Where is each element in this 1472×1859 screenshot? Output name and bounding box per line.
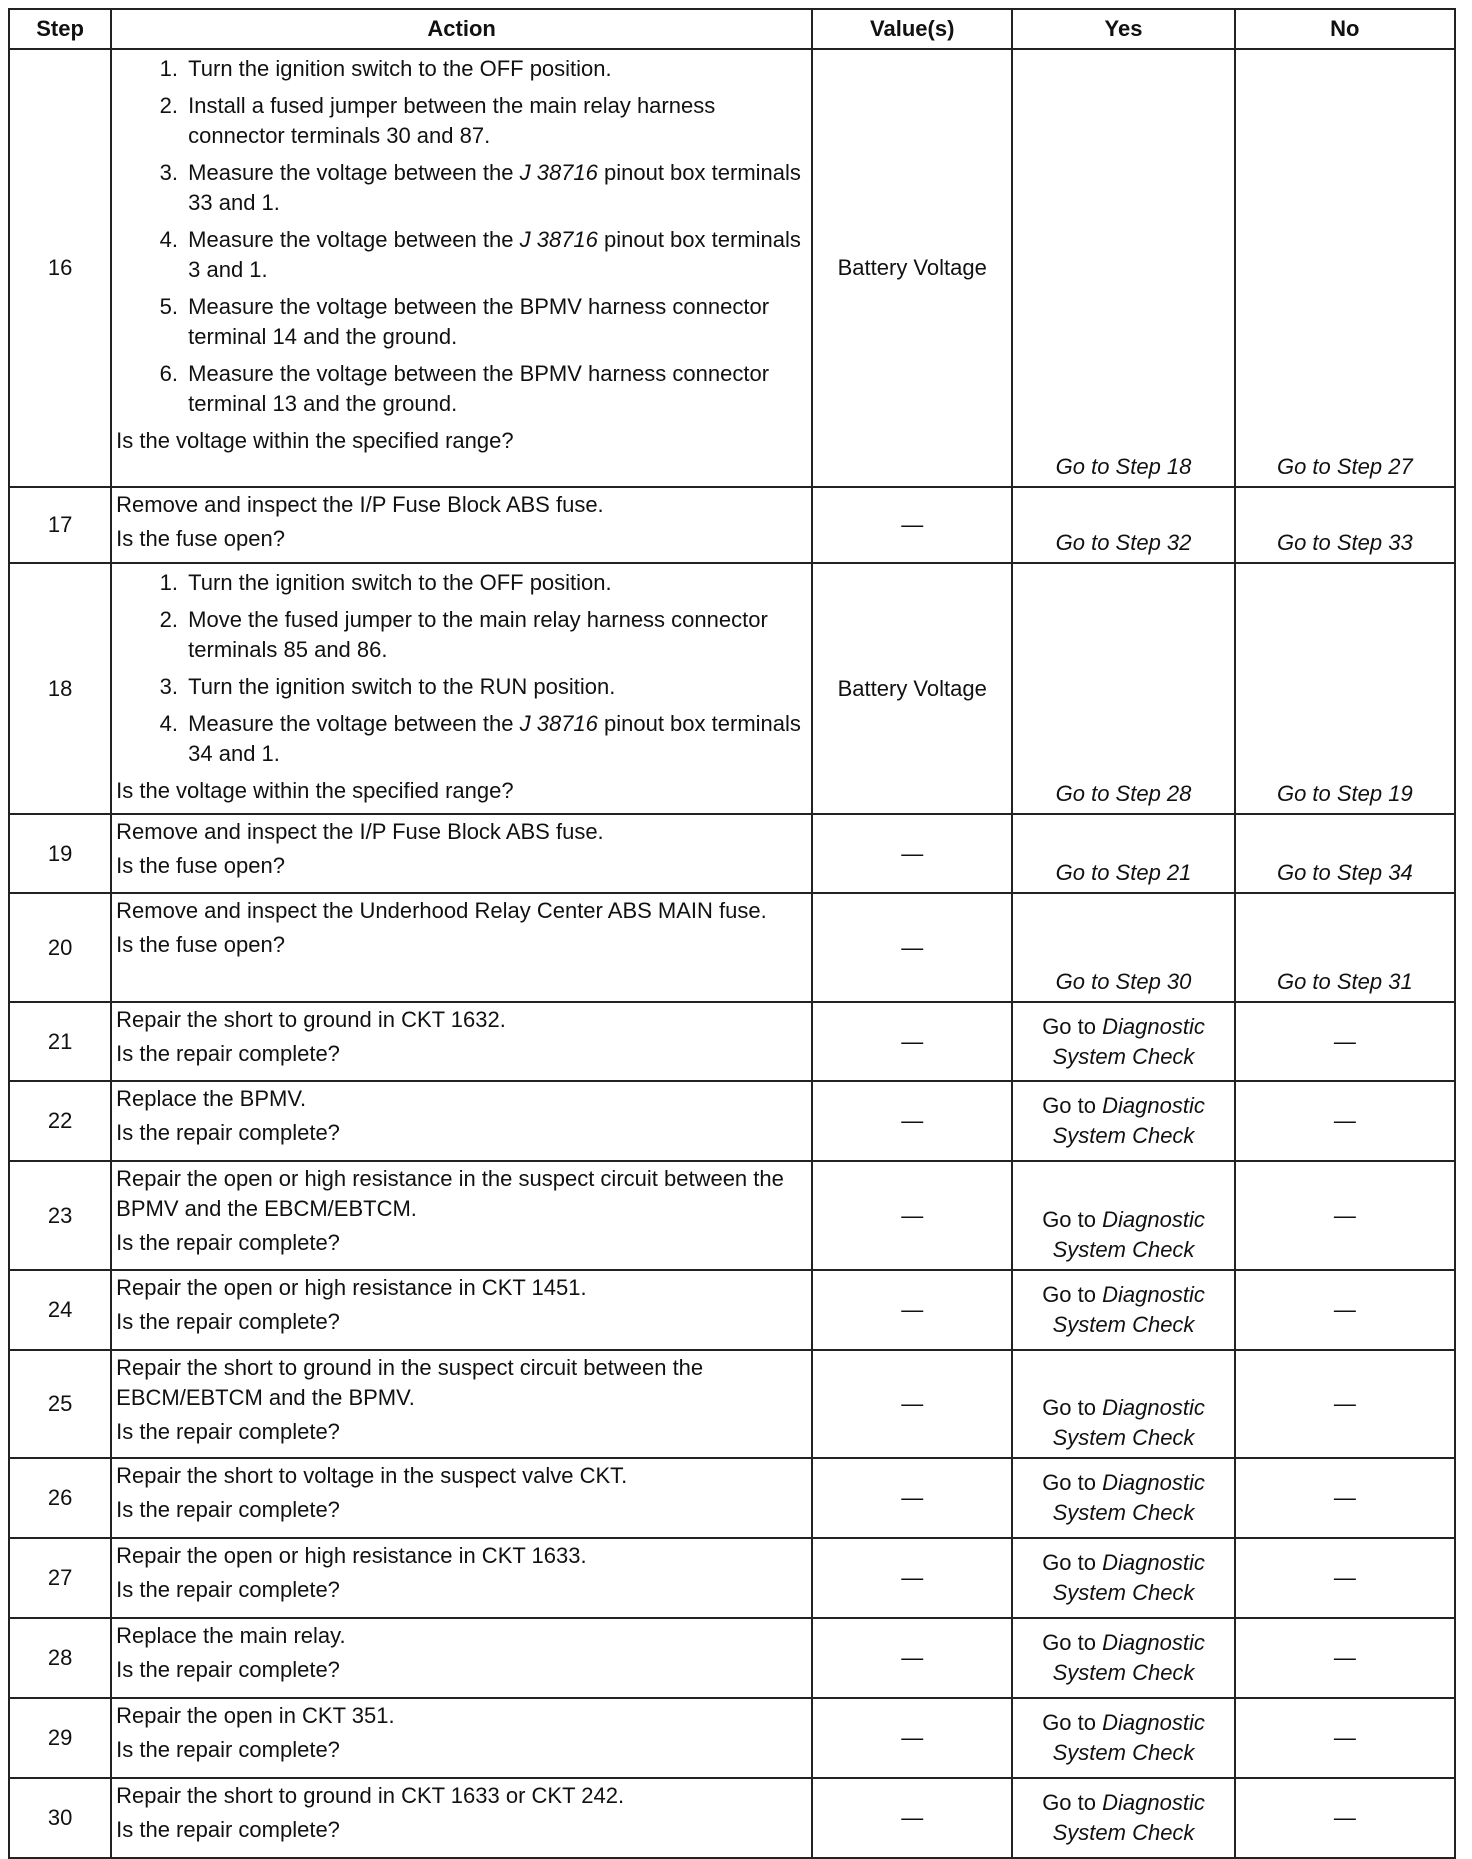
action-cell bbox=[111, 893, 812, 1002]
no-cell: — bbox=[1235, 1458, 1455, 1538]
yes-cell bbox=[1012, 1618, 1234, 1698]
yes-prefix: Go to bbox=[1042, 1790, 1096, 1815]
action-cell bbox=[111, 1270, 812, 1350]
step-number: 16 bbox=[9, 49, 111, 487]
step-number: 18 bbox=[9, 563, 111, 814]
yes-prefix: Go to bbox=[1042, 1013, 1096, 1039]
yes-cell: Go to Step 30 bbox=[1012, 893, 1234, 1002]
action-text: Repair the short to ground in CKT 1633 or CKT 242. bbox=[116, 1783, 625, 1808]
step-number: 26 bbox=[9, 1458, 111, 1538]
table-row bbox=[9, 487, 1455, 563]
yes-cell bbox=[1012, 1081, 1234, 1161]
action-question: Is the repair complete? bbox=[116, 1041, 340, 1066]
table-row bbox=[9, 1002, 1455, 1081]
action-steps-list bbox=[116, 568, 807, 769]
step-number: 20 bbox=[9, 893, 111, 1002]
value-cell: — bbox=[812, 1698, 1012, 1778]
action-question: Is the repair complete? bbox=[116, 1309, 340, 1334]
no-cell: — bbox=[1235, 1350, 1455, 1458]
header-step: Step bbox=[9, 9, 111, 49]
action-step: 1. Turn the ignition switch to the OFF position. bbox=[184, 54, 807, 84]
value-cell: Battery Voltage bbox=[812, 563, 1012, 814]
table-row bbox=[9, 1458, 1455, 1538]
yes-cell: Go to Step 18 bbox=[1012, 49, 1234, 487]
tool-reference: J 38716 bbox=[519, 711, 598, 736]
action-cell bbox=[111, 1081, 812, 1161]
diagnostic-system-check-link: Diagnostic System Check bbox=[1052, 1710, 1205, 1765]
action-step: 1. Turn the ignition switch to the OFF position. bbox=[184, 568, 807, 598]
table-row bbox=[9, 563, 1455, 814]
yes-prefix: Go to bbox=[1042, 1550, 1096, 1575]
action-text: Remove and inspect the I/P Fuse Block ABS fuse. bbox=[116, 492, 604, 517]
action-text: Remove and inspect the I/P Fuse Block ABS fuse. bbox=[116, 819, 604, 844]
action-question: Is the fuse open? bbox=[116, 853, 285, 878]
no-cell: — bbox=[1235, 1538, 1455, 1618]
action-cell bbox=[111, 1002, 812, 1081]
action-text: Repair the open or high resistance in the suspect circuit between the BPMV and the EBCM/EBTCM. bbox=[116, 1166, 784, 1221]
table-row bbox=[9, 814, 1455, 893]
tool-reference: J 38716 bbox=[519, 160, 598, 185]
step-number: 28 bbox=[9, 1618, 111, 1698]
yes-prefix: Go to bbox=[1042, 1470, 1096, 1495]
table-row bbox=[9, 1270, 1455, 1350]
action-step: 3. Measure the voltage between the J 38716 pinout box terminals 33 and 1. bbox=[184, 158, 807, 218]
step-number: 25 bbox=[9, 1350, 111, 1458]
action-question: Is the voltage within the specified range? bbox=[116, 778, 514, 803]
action-step: 2. Install a fused jumper between the main relay harness connector terminals 30 and 87. bbox=[184, 91, 807, 151]
header-values: Value(s) bbox=[812, 9, 1012, 49]
action-step: 4. Measure the voltage between the J 38716 pinout box terminals 34 and 1. bbox=[184, 709, 807, 769]
action-cell bbox=[111, 1538, 812, 1618]
no-cell: — bbox=[1235, 1778, 1455, 1858]
value-cell: — bbox=[812, 487, 1012, 563]
action-question: Is the fuse open? bbox=[116, 526, 285, 551]
value-cell: — bbox=[812, 1161, 1012, 1270]
diagnostic-system-check-link: Diagnostic System Check bbox=[1052, 1550, 1205, 1605]
value-cell: — bbox=[812, 1002, 1012, 1081]
action-cell bbox=[111, 49, 812, 487]
table-row bbox=[9, 1618, 1455, 1698]
value-cell: — bbox=[812, 1778, 1012, 1858]
no-cell: — bbox=[1235, 1081, 1455, 1161]
diagnostic-system-check-link: Diagnostic System Check bbox=[1052, 1630, 1205, 1685]
yes-cell bbox=[1012, 1458, 1234, 1538]
step-number: 27 bbox=[9, 1538, 111, 1618]
value-cell: — bbox=[812, 1618, 1012, 1698]
diagnostic-system-check-link: Diagnostic System Check bbox=[1052, 1013, 1205, 1069]
action-text: Repair the short to ground in the suspect circuit between the EBCM/EBTCM and the BPMV. bbox=[116, 1355, 704, 1410]
value-cell: — bbox=[812, 893, 1012, 1002]
no-cell: — bbox=[1235, 1161, 1455, 1270]
action-text: Repair the short to voltage in the suspect valve CKT. bbox=[116, 1463, 628, 1488]
action-question: Is the repair complete? bbox=[116, 1737, 340, 1762]
action-question: Is the repair complete? bbox=[116, 1577, 340, 1602]
table-row bbox=[9, 1538, 1455, 1618]
action-cell bbox=[111, 487, 812, 563]
diagnostic-system-check-link: Diagnostic System Check bbox=[1052, 1395, 1205, 1450]
value-cell: Battery Voltage bbox=[812, 49, 1012, 487]
value-cell: — bbox=[812, 1350, 1012, 1458]
yes-prefix: Go to bbox=[1042, 1093, 1096, 1118]
action-text: Repair the short to ground in CKT 1632. bbox=[116, 1007, 506, 1032]
action-steps-list bbox=[116, 54, 807, 419]
action-question: Is the repair complete? bbox=[116, 1230, 340, 1255]
action-text: Repair the open or high resistance in CKT 1451. bbox=[116, 1275, 587, 1300]
yes-prefix: Go to bbox=[1042, 1282, 1096, 1307]
no-cell: — bbox=[1235, 1698, 1455, 1778]
no-cell: Go to Step 34 bbox=[1235, 814, 1455, 893]
action-question: Is the repair complete? bbox=[116, 1657, 340, 1682]
action-step: 5. Measure the voltage between the BPMV harness connector terminal 14 and the ground. bbox=[184, 292, 807, 352]
action-question: Is the voltage within the specified range? bbox=[116, 428, 514, 453]
step-number: 29 bbox=[9, 1698, 111, 1778]
yes-cell bbox=[1012, 1350, 1234, 1458]
table-row bbox=[9, 1081, 1455, 1161]
table-row bbox=[9, 1698, 1455, 1778]
yes-cell: Go to Step 32 bbox=[1012, 487, 1234, 563]
table-row bbox=[9, 893, 1455, 1002]
table-row bbox=[9, 1161, 1455, 1270]
step-number: 17 bbox=[9, 487, 111, 563]
header-row bbox=[9, 9, 1455, 49]
step-number: 19 bbox=[9, 814, 111, 893]
action-text: Replace the main relay. bbox=[116, 1623, 346, 1648]
yes-cell bbox=[1012, 1778, 1234, 1858]
yes-cell: Go to Step 21 bbox=[1012, 814, 1234, 893]
yes-cell bbox=[1012, 1161, 1234, 1270]
action-cell bbox=[111, 1778, 812, 1858]
diagnostic-system-check-link: Diagnostic System Check bbox=[1052, 1282, 1205, 1337]
yes-prefix: Go to bbox=[1042, 1630, 1096, 1655]
yes-cell: Go to Step 28 bbox=[1012, 563, 1234, 814]
header-action: Action bbox=[111, 9, 812, 49]
step-number: 22 bbox=[9, 1081, 111, 1161]
value-cell: — bbox=[812, 1270, 1012, 1350]
action-question: Is the repair complete? bbox=[116, 1497, 340, 1522]
action-question: Is the repair complete? bbox=[116, 1817, 340, 1842]
action-text: Repair the open in CKT 351. bbox=[116, 1703, 395, 1728]
action-step: 4. Measure the voltage between the J 38716 pinout box terminals 3 and 1. bbox=[184, 225, 807, 285]
action-cell bbox=[111, 814, 812, 893]
no-cell: Go to Step 31 bbox=[1235, 893, 1455, 1002]
action-cell bbox=[111, 1618, 812, 1698]
action-step: 6. Measure the voltage between the BPMV harness connector terminal 13 and the ground. bbox=[184, 359, 807, 419]
yes-cell bbox=[1012, 1698, 1234, 1778]
step-number: 24 bbox=[9, 1270, 111, 1350]
yes-cell bbox=[1012, 1002, 1234, 1081]
action-cell bbox=[111, 1161, 812, 1270]
yes-prefix: Go to bbox=[1042, 1710, 1096, 1735]
action-question: Is the fuse open? bbox=[116, 932, 285, 957]
diagnostic-system-check-link: Diagnostic System Check bbox=[1052, 1790, 1205, 1845]
action-question: Is the repair complete? bbox=[116, 1419, 340, 1444]
table-row bbox=[9, 49, 1455, 487]
tool-reference: J 38716 bbox=[519, 227, 598, 252]
diagnostic-table bbox=[8, 8, 1456, 1859]
value-cell: — bbox=[812, 814, 1012, 893]
action-cell bbox=[111, 1350, 812, 1458]
diagnostic-system-check-link: Diagnostic System Check bbox=[1052, 1207, 1205, 1262]
no-cell: Go to Step 33 bbox=[1235, 487, 1455, 563]
table-row bbox=[9, 1350, 1455, 1458]
no-cell: — bbox=[1235, 1618, 1455, 1698]
action-question: Is the repair complete? bbox=[116, 1120, 340, 1145]
step-number: 23 bbox=[9, 1161, 111, 1270]
value-cell: — bbox=[812, 1538, 1012, 1618]
diagnostic-system-check-link: Diagnostic System Check bbox=[1052, 1093, 1205, 1148]
action-cell bbox=[111, 1458, 812, 1538]
action-cell bbox=[111, 1698, 812, 1778]
action-cell bbox=[111, 563, 812, 814]
no-cell: Go to Step 27 bbox=[1235, 49, 1455, 487]
step-number: 21 bbox=[9, 1002, 111, 1081]
action-step: 3. Turn the ignition switch to the RUN position. bbox=[184, 672, 807, 702]
no-cell: Go to Step 19 bbox=[1235, 563, 1455, 814]
table-row bbox=[9, 1778, 1455, 1858]
step-number: 30 bbox=[9, 1778, 111, 1858]
value-cell: — bbox=[812, 1458, 1012, 1538]
yes-prefix: Go to bbox=[1042, 1395, 1096, 1420]
header-no: No bbox=[1235, 9, 1455, 49]
no-cell: — bbox=[1235, 1002, 1455, 1081]
no-cell: — bbox=[1235, 1270, 1455, 1350]
header-yes: Yes bbox=[1012, 9, 1234, 49]
value-cell: — bbox=[812, 1081, 1012, 1161]
yes-cell bbox=[1012, 1270, 1234, 1350]
action-text: Remove and inspect the Underhood Relay Center ABS MAIN fuse. bbox=[116, 898, 767, 923]
diagnostic-system-check-link: Diagnostic System Check bbox=[1052, 1470, 1205, 1525]
action-step: 2. Move the fused jumper to the main relay harness connector terminals 85 and 86. bbox=[184, 605, 807, 665]
action-text: Replace the BPMV. bbox=[116, 1086, 307, 1111]
action-text: Repair the open or high resistance in CKT 1633. bbox=[116, 1543, 587, 1568]
yes-prefix: Go to bbox=[1042, 1207, 1096, 1232]
yes-cell bbox=[1012, 1538, 1234, 1618]
